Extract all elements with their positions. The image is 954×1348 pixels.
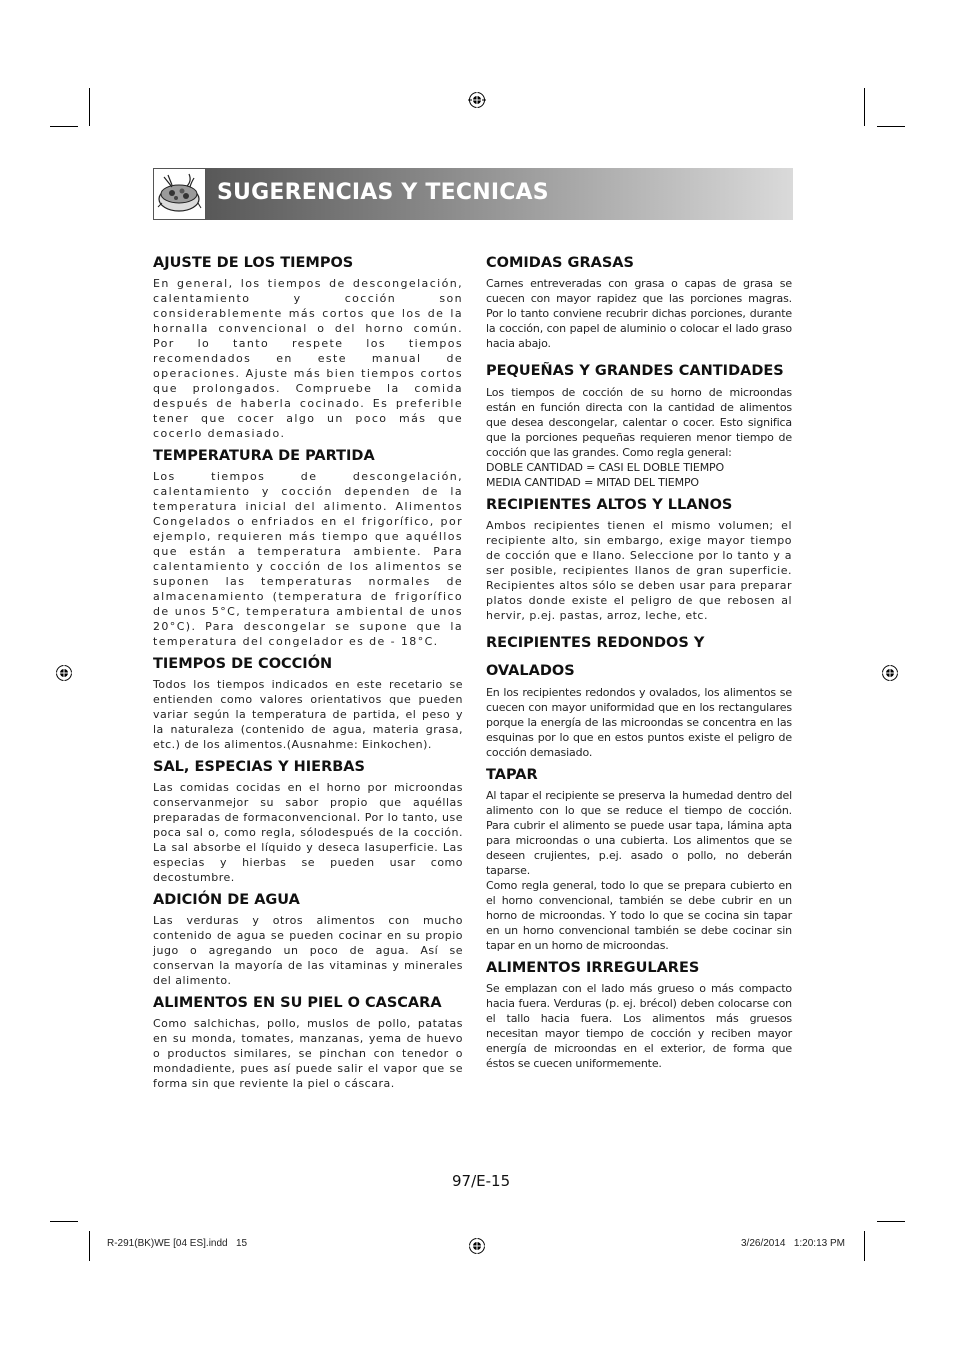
crop-mark: [877, 126, 905, 127]
rule-line: DOBLE CANTIDAD = CASI EL DOBLE TIEMPO: [486, 461, 725, 474]
footer-timestamp: 3/26/2014 1:20:13 PM: [741, 1238, 845, 1249]
section-piel: [153, 994, 463, 1091]
section-text: En los recipientes redondos y ovalados, los alimentos se cuecen con mayor uniformidad que en los rectangulares porque la energía de las microondas se concentra en las esquinas por lo que en estos puntos existe el peligro de cocción demasiado.: [486, 686, 792, 759]
section-irregulares: [486, 959, 792, 1071]
section-heading: RECIPIENTES ALTOS Y LLANOS: [486, 497, 733, 513]
registration-mark-icon: [881, 664, 899, 682]
section-ajuste: [153, 254, 463, 441]
section-text: Las verduras y otros alimentos con mucho contenido de agua se pueden cocinar en su propio jugo o agregando un poco de agua. Así se conservan la mayoría de las vitaminas y minerales del alimento.: [153, 914, 463, 987]
section-agua: [153, 891, 463, 988]
section-text: Los tiempos de cocción de su horno de microondas están en función directa con la cantidad de alimentos que desea descongelar, calentar o cocer. Esto significa que la porciones pequeñas requieren menor tiempo de cocción que las grandes. Como regla general:: [486, 386, 792, 459]
section-heading: ALIMENTOS IRREGULARES: [486, 960, 700, 976]
section-recipientes-altos: [486, 496, 792, 623]
section-text: Al tapar el recipiente se preserva la humedad dentro del alimento con lo que se reduce el tiempo de cocción. Para cubrir el alimento se puede usar tapa, lámina apta para microondas o una cubierta. Los alimentos que se deseen crujientes, p.ej. asado o pollo, no deberán taparse.: [486, 789, 792, 877]
section-text: Como salchichas, pollo, muslos de pollo, patatas en su monda, tomates, manzanas, yema de huevo o productos similares, se pinchan con tenedor o mondadiente, pues así puede salir el vapor que se forma sin que reviente la piel o cáscara.: [153, 1017, 463, 1090]
right-column: [486, 254, 792, 1077]
section-heading: SAL, ESPECIAS Y HIERBAS: [153, 759, 365, 775]
section-sal: [153, 758, 463, 885]
section-heading: COMIDAS GRASAS: [486, 255, 634, 271]
registration-mark-icon: [468, 91, 486, 109]
crop-mark: [50, 1221, 78, 1222]
rule-line: MEDIA CANTIDAD = MITAD DEL TIEMPO: [486, 476, 699, 489]
section-header: [153, 168, 793, 220]
section-text: Se emplazan con el lado más grueso o más compacto hacia fuera. Verduras (p. ej. brécol) deben colocarse con el tallo hacia fuera. Los alimentos más gruesos necesitan mayor tiempo de cocción y reciben mayor energía de microondas en el exterior, de forma que éstos se cuecen uniformemente.: [486, 982, 792, 1070]
section-text: Ambos recipientes tienen el mismo volumen; el recipiente alto, sin embargo, exige mayor tiempo de cocción que e llano. Seleccione por lo tanto y a ser posible, recipientes llanos de gran superficie. Recipientes altos sólo se deben usar para preparar platos donde existe el peligro de que rebosen al hervir, p.ej. pastas, arroz, leche, etc.: [486, 519, 792, 622]
registration-mark-icon: [468, 1237, 486, 1255]
section-text: Los tiempos de descongelación, calentamiento y cocción dependen de la temperatura inicial del alimento. Alimentos Congelados o enfriados en el frigorífico, por ejemplo, requieren más tiempo que aquéllos que están a temperatura ambiente. Para calentamiento y cocción de los alimentos se suponen las temperaturas normales de almacenamiento (temperatura de frigorífico de unos 5°C, temperatura ambiental de unos 20°C). Para descongelar se supone que la temperatura del congelador es de - 18°C.: [153, 470, 463, 648]
section-tapar: [486, 766, 792, 953]
section-heading: TIEMPOS DE COCCIÓN: [153, 656, 333, 672]
section-temperatura: [153, 447, 463, 649]
section-heading: TEMPERATURA DE PARTIDA: [153, 448, 375, 464]
food-bowl-icon: [153, 168, 206, 220]
section-heading: AJUSTE DE LOS TIEMPOS: [153, 255, 354, 271]
section-heading: RECIPIENTES REDONDOS Y OVALADOS: [486, 635, 705, 679]
section-text: Carnes entreveradas con grasa o capas de grasa se cuecen con mayor rapidez que las porciones magras. Por lo tanto conviene recubrir dichas porciones, durante la cocción, con papel de aluminio o colocar el lado graso hacia abajo.: [486, 277, 792, 350]
section-heading: PEQUEÑAS Y GRANDES CANTIDADES: [486, 363, 784, 379]
crop-mark: [89, 1231, 90, 1261]
section-heading: TAPAR: [486, 767, 538, 783]
page-title: SUGERENCIAS Y TECNICAS: [217, 180, 549, 205]
page-number: 97/E-15: [452, 1172, 511, 1190]
crop-mark: [89, 88, 90, 126]
section-text: Las comidas cocidas en el horno por microondas conservanmejor su sabor propio que aquéllas preparadas de formaconvencional. Por lo tanto, use poca sal o, como regla, sólodespués de la cocción. La sal absorbe el líquido y deseca lasuperficie. Las especias y hierbas se pueden usar como decostumbre.: [153, 781, 464, 884]
section-grasas: [486, 254, 792, 351]
section-heading: ADICIÓN DE AGUA: [153, 892, 300, 908]
registration-mark-icon: [55, 664, 73, 682]
crop-mark: [877, 1221, 905, 1222]
section-heading: ALIMENTOS EN SU PIEL O CASCARA: [153, 995, 442, 1011]
section-text: Como regla general, todo lo que se prepara cubierto en el horno convencional, también se debe cubrir en un horno de microondas. Y todo lo que se cocina sin tapar en un horno convencional también se debe cocinar sin tapar en un horno de microondas.: [486, 879, 792, 952]
crop-mark: [864, 1231, 865, 1261]
crop-mark: [864, 88, 865, 126]
section-tiempos: [153, 655, 463, 752]
crop-mark: [50, 126, 78, 127]
section-text: En general, los tiempos de descongelación, calentamiento y cocción son considerablemente más cortos que los de la hornalla convencional o del horno común. Por lo tanto respete los tiempos recomendados en este manual de operaciones. Ajuste más bien tiempos cortos que prolongados. Compruebe la comida después de haberla cocinado. Es preferible tener que cocer algo un poco más que cocerlo demasiado.: [153, 277, 463, 440]
footer-file-name: R-291(BK)WE [04 ES].indd 15: [107, 1238, 248, 1249]
left-column: [153, 254, 463, 1097]
section-cantidades: [486, 357, 792, 490]
section-text: Todos los tiempos indicados en este recetario se entienden como valores orientativos que pueden variar según la temperatura de partida, el peso y la naturaleza (contenido de agua, materia grasa, etc.) de los alimentos.(Ausnahme: Einkochen).: [153, 678, 463, 751]
section-recipientes-redondos: [486, 629, 792, 760]
